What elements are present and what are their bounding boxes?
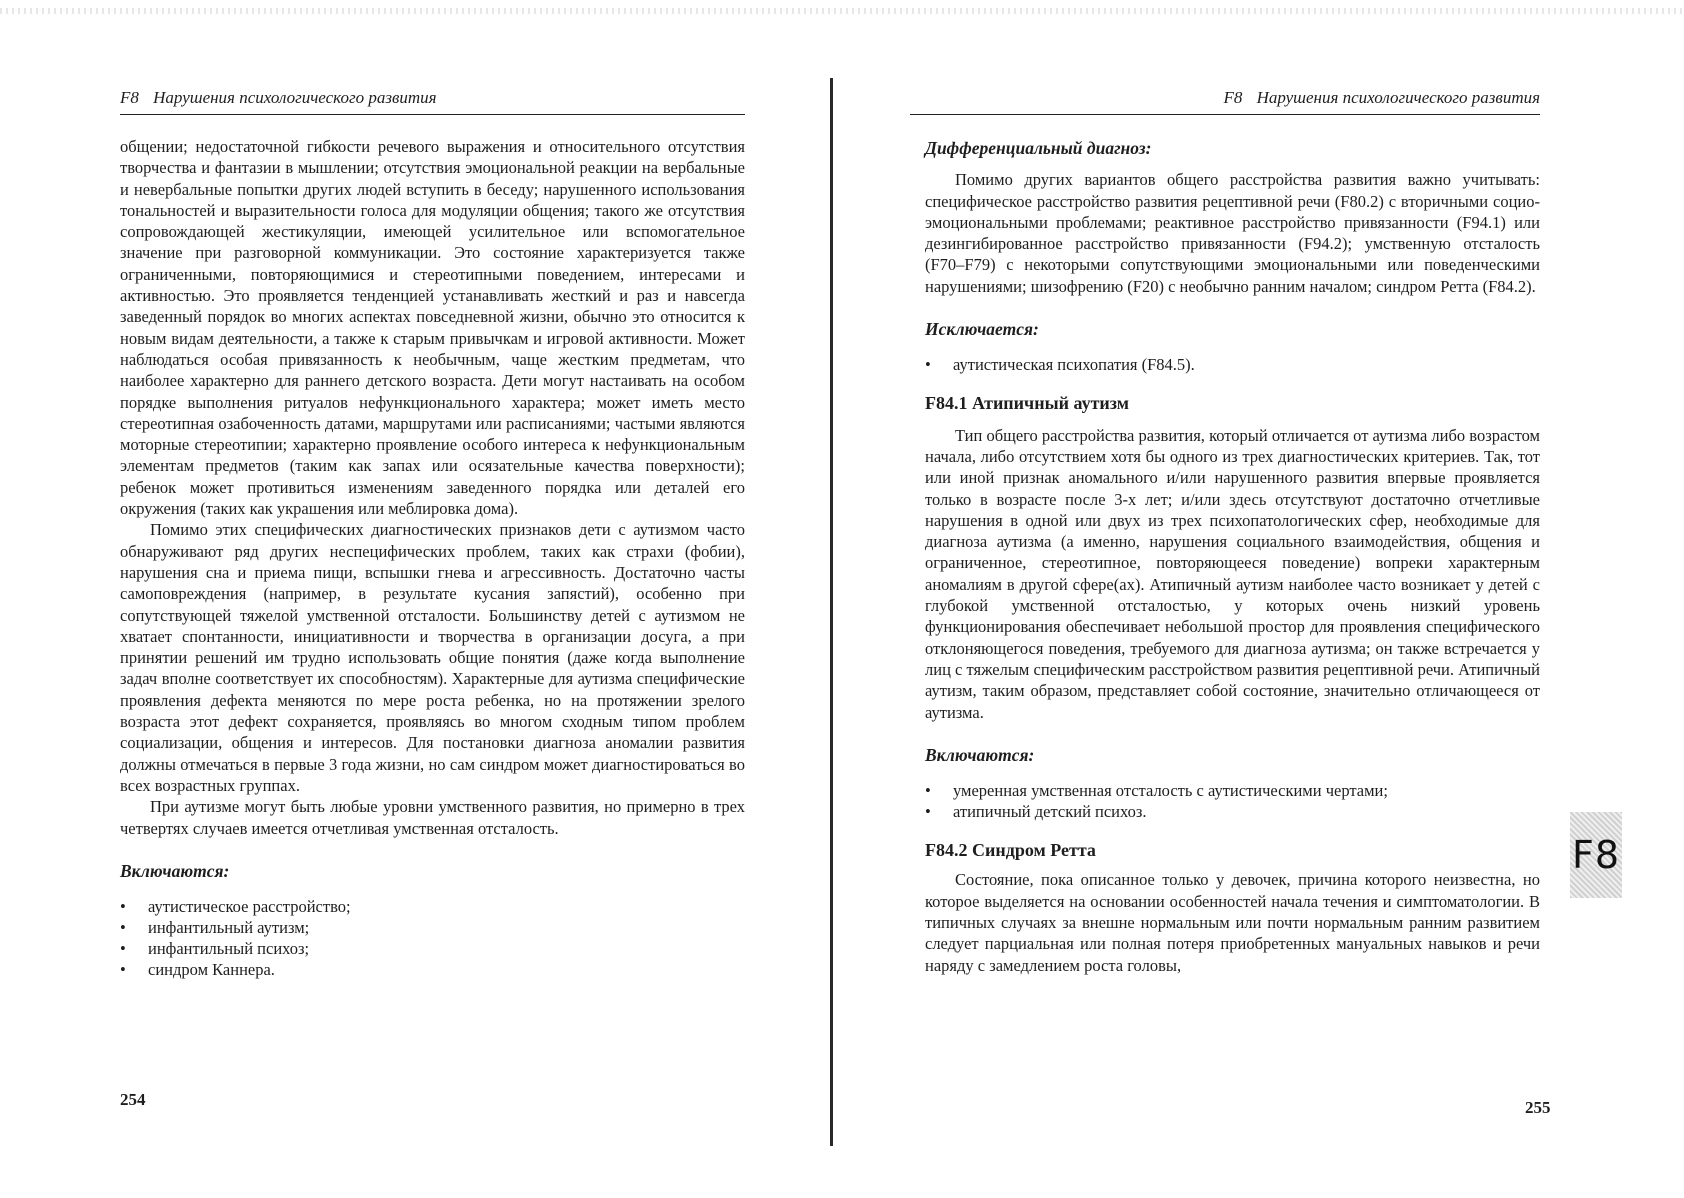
page-gutter-divider <box>830 78 833 1146</box>
excludes-list <box>925 354 1540 375</box>
section-heading-f84-2: F84.2 Синдром Ретта <box>925 840 1096 861</box>
paragraph: При аутизме могут быть любые уровни умственного развития, но примерно в трех четвертях случаев имеется отчетливая умственная отсталость. <box>120 797 745 838</box>
header-code: F8 <box>120 88 139 107</box>
list-item: • инфантильный психоз; <box>120 938 745 959</box>
paragraph: общении; недостаточной гибкости речевого выражения и относительного отсутствия творчества и фантазии в мышлении; отсутствия эмоциональной реакции на вербальные и невербальные попытки других людей вступить в беседу; нарушенного использования тональностей и выразительности голоса для модуляции общения; такого же отсутствия сопровождающей жестикуляции, имеющей усилительное или вспомогательное значение при разговорной коммуникации. Это состояние характеризуется также ограниченными, повторяющимися и стереотипными поведением, интересами и активностью. Это проявляется тенденцией устанавливать жесткий и раз и навсегда заведенный порядок во многих аспектах повседневной жизни, обычно это относится к новым видам деятельности, а также к старым привычкам и игровой активности. Может наблюдаться особая привязанность к необычным, чаще жестким предметам, что наиболее характерно для раннего детского возраста. Дети могут настаивать на особом порядке выполнения ритуалов нефункционального характера; может иметь место стереотипная озабоченность датами, маршрутами или расписаниями; частыми являются моторные стереотипии; характерно проявление особого интереса к нефункциональным элементам предметов (таким как запах или осязательные качества поверхности); ребенок может противиться изменениям заведенного порядка или деталей его окружения (таких как украшения или меблировка дома). <box>120 137 745 519</box>
paragraph: Состояние, пока описанное только у девочек, причина которого неизвестна, но которое выделяется на основании особенностей начала течения и симптоматологии. В типичных случаях за внешне нормальным или почти нормальным ранним развитием следует парциальная или полная потеря приобретенных мануальных навыков и речи наряду с замедлением роста головы, <box>925 870 1540 975</box>
right-column <box>925 138 1540 976</box>
list-item: • умеренная умственная отсталость с аутистическими чертами; <box>925 780 1540 801</box>
running-header <box>910 82 1540 115</box>
includes-heading: Включаются: <box>925 744 1035 765</box>
left-page <box>0 0 830 1198</box>
includes-heading: Включаются: <box>120 860 230 881</box>
header-title: Нарушения психологического развития <box>1256 88 1540 107</box>
list-item: • синдром Каннера. <box>120 959 745 980</box>
paragraph: Помимо других вариантов общего расстройства развития важно учитывать: специфическое расстройство развития рецептивной речи (F80.2) с вторичными социо-эмоциональными проблемами; реактивное расстройство привязанности (F94.1) или дезингибированное расстройство привязанности (F94.2); умственную отсталость (F70–F79) с некоторыми сопутствующими эмоциональными или поведенческими нарушениями; шизофрению (F20) с необычно ранним началом; синдром Ретта (F84.2). <box>925 170 1540 296</box>
header-title: Нарушения психологического развития <box>153 88 437 107</box>
page-number: 255 <box>1525 1098 1551 1117</box>
includes-list <box>925 780 1540 822</box>
diff-heading: Дифференциальный диагноз: <box>925 138 1152 158</box>
excludes-heading: Исключается: <box>925 319 1039 340</box>
header-code: F8 <box>1223 88 1243 107</box>
list-item: • аутистическое расстройство; <box>120 896 745 917</box>
list-item: • аутистическая психопатия (F84.5). <box>925 354 1540 375</box>
left-column <box>120 136 745 980</box>
chapter-thumb-tab <box>1570 812 1622 898</box>
right-page <box>842 0 1684 1198</box>
includes-list <box>120 896 745 980</box>
section-heading-f84-1: F84.1 Атипичный аутизм <box>925 393 1130 414</box>
chapter-tab-label: F8 <box>1571 833 1621 877</box>
running-header <box>120 82 745 115</box>
list-item: • атипичный детский психоз. <box>925 801 1540 822</box>
page-number: 254 <box>120 1090 146 1109</box>
paragraph: Тип общего расстройства развития, который отличается от аутизма либо возрастом начала, либо отсутствием хотя бы одного из трех диагностических критериев. Так, тот или иной признак аномального и/или нарушенного развития впервые проявляется только в возрасте после 3-х лет; и/или здесь отсутствуют достаточно отчетливые нарушения в одной или двух из трех психопатологических сфер, необходимые для диагноза аутизма (а именно, нарушения социального взаимодействия, общения и ограниченное, стереотипное, повторяющееся поведение) вопреки характерным аномалиям в другой сфере(ах). Атипичный аутизм наиболее часто возникает у детей с глубокой умственной отсталостью, у которых очень низкий уровень функционирования обеспечивает небольшой простор для проявления специфического отклоняющегося поведения, требуемого для диагноза аутизма; он также встречается у лиц с тяжелым специфическим расстройством развития рецептивной речи. Атипичный аутизм, таким образом, представляет собой состояние, значительно отличающееся от аутизма. <box>925 425 1540 722</box>
list-item: • инфантильный аутизм; <box>120 917 745 938</box>
paragraph: Помимо этих специфических диагностических признаков дети с аутизмом часто обнаруживают ряд других неспецифических проблем, таких как страхи (фобии), нарушения сна и приема пищи, вспышки гнева и агрессивность. Достаточно часты самоповреждения (например, в результате кусания запястий), особенно при сопутствующей тяжелой умственной отсталости. Большинству детей с аутизмом не хватает спонтанности, инициативности и творчества в организации досуга, а при принятии решений им трудно использовать общие понятия (даже когда выполнение задач вполне соответствует их способностям). Характерные для аутизма специфические проявления дефекта меняются по мере роста ребенка, но на протяжении зрелого возраста этот дефект сохраняется, проявляясь во многом сходным типом проблем социализации, общения и интересов. Для постановки диагноза аномалии развития должны отмечаться в первые 3 года жизни, но сам синдром может диагностироваться во всех возрастных группах. <box>120 520 745 795</box>
